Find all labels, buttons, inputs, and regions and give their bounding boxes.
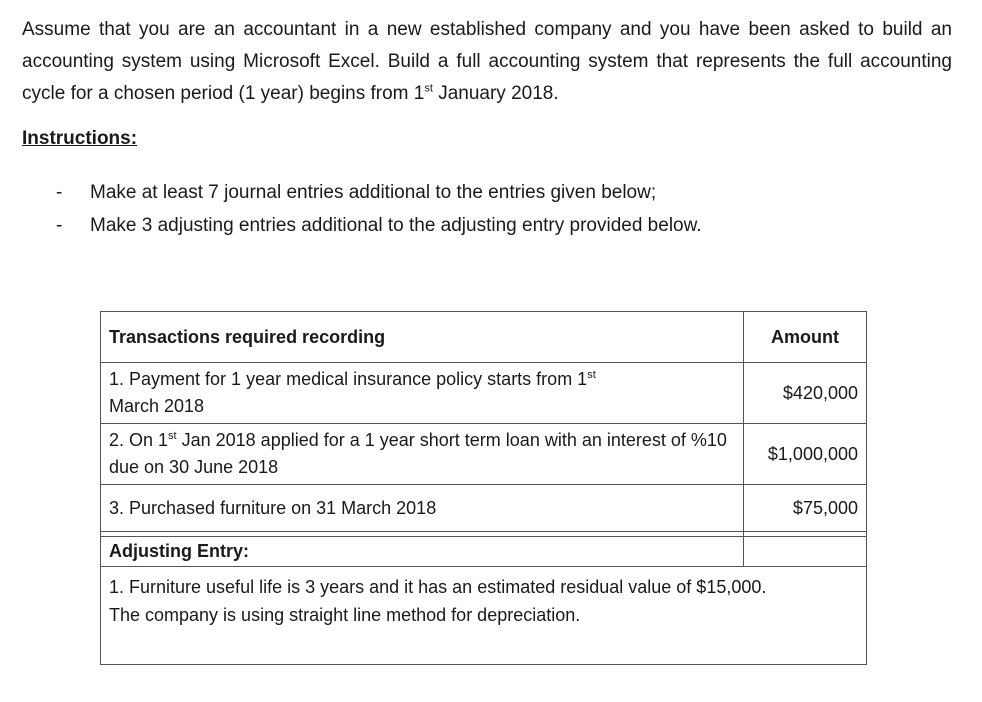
desc-sup: st [587,369,596,381]
adjusting-entry-row [101,567,867,665]
intro-text: Assume that you are an accountant in a new established company and you have been asked to build an accounting system using Microsoft Excel. Build a full accounting system that represents the full accounting cycle for a chosen period (1 year) begins from 1 [22,19,952,104]
transaction-amount: $420,000 [744,363,867,424]
adjusting-entry-text: 1. Furniture useful life is 3 years and it has an estimated residual value of $15,000. The company is using straight line method for depreciation. [101,567,867,665]
table-row [101,485,867,532]
instruction-text: Make 3 adjusting entries additional to the adjusting entry provided below. [90,215,702,236]
intro-sup: st [424,82,433,95]
table-header-row [101,312,867,363]
desc-text: 1. Payment for 1 year medical insurance policy starts from 1 [109,369,588,389]
instructions-list [56,176,702,242]
table-row [101,363,867,424]
header-description: Transactions required recording [101,312,744,363]
transaction-description [101,424,744,485]
bullet-dash: - [56,182,63,203]
list-item [56,176,702,209]
desc-text-end: March 2018 [109,396,205,416]
desc-sup: st [168,430,177,442]
table-row [101,424,867,485]
transaction-amount: $1,000,000 [744,424,867,485]
transaction-description [101,363,744,424]
adjusting-heading: Adjusting Entry: [101,537,744,567]
transaction-description: 3. Purchased furniture on 31 March 2018 [101,485,744,532]
adjusting-heading-row [101,537,867,567]
header-amount: Amount [744,312,867,363]
bullet-dash: - [56,215,63,236]
desc-text: 2. On 1 [109,430,169,450]
intro-paragraph [22,14,952,110]
list-item [56,209,702,242]
desc-text-end: Jan 2018 applied for a 1 year short term loan with an interest of %10 due on 30 June 2018 [109,430,727,477]
transactions-table [100,311,867,665]
transaction-amount: $75,000 [744,485,867,532]
adjusting-amount-empty [744,537,867,567]
intro-text-end: January 2018. [432,83,559,104]
instruction-text: Make at least 7 journal entries additional to the entries given below; [90,182,657,203]
instructions-heading: Instructions: [22,128,138,149]
